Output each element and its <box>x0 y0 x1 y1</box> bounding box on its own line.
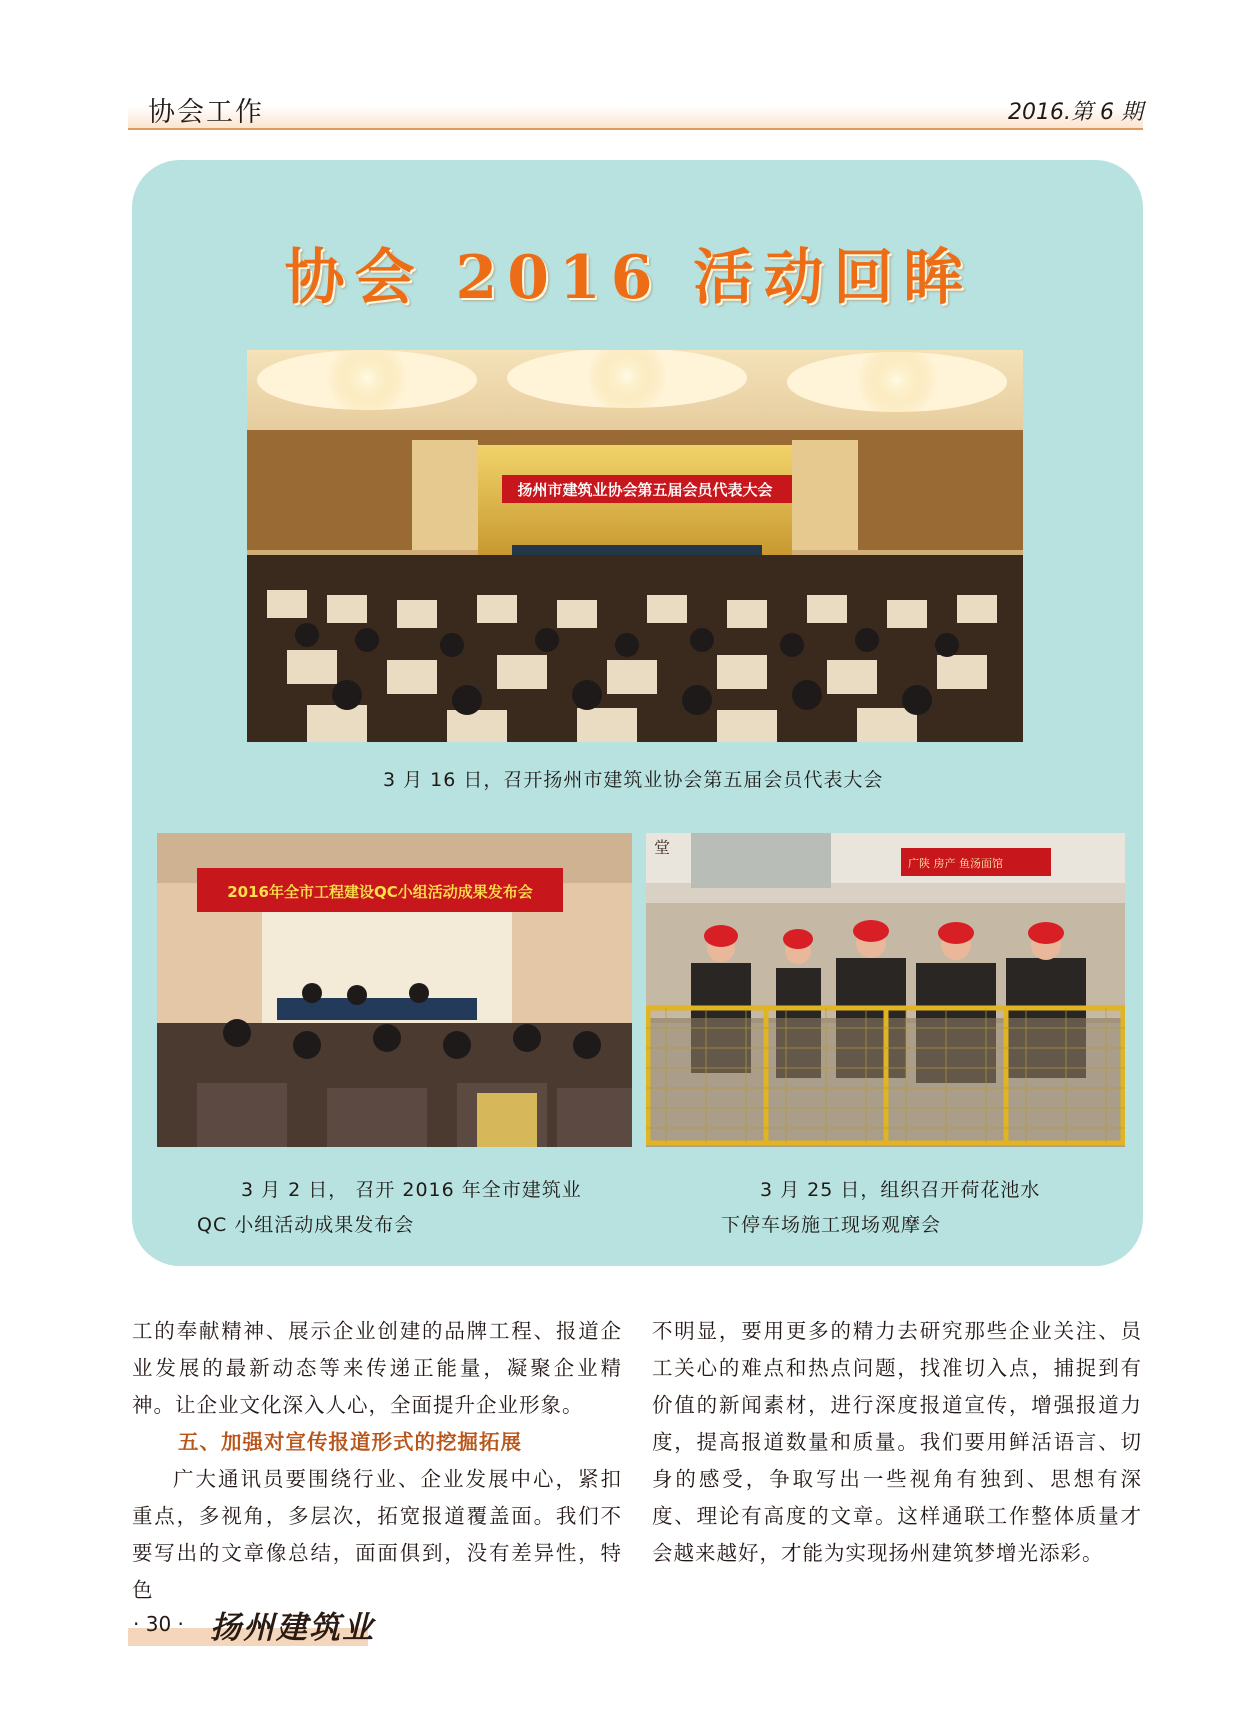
left-paragraph-1: 工的奉献精神、展示企业创建的品牌工程、报道企业发展的最新动态等来传递正能量，凝聚企业精神。让企业文化深入人心，全面提升企业形象。 <box>132 1319 622 1417</box>
caption-qc-line1: QC 小组活动成果发布会 <box>197 1214 415 1236</box>
magazine-logo: 扬州建筑业 <box>210 1610 375 1646</box>
caption-congress: 3 月 16 日，召开扬州市建筑业协会第五届会员代表大会 <box>383 769 884 791</box>
left-paragraph-2: 广大通讯员要围绕行业、企业发展中心，紧扣重点，多视角，多层次，拓宽报道覆盖面。我们不要写出的文章像总结，面面俱到，没有差异性，特色 <box>132 1467 622 1602</box>
header-band <box>128 106 1143 128</box>
page-number: · 30 · <box>133 1612 184 1636</box>
photo-congress <box>247 350 1023 742</box>
congress-banner-text: 扬州市建筑业协会第五届会员代表大会 <box>517 481 773 499</box>
right-column <box>652 1313 1142 1572</box>
site-sign-left: 堂 <box>654 838 671 857</box>
right-paragraph-1: 不明显，要用更多的精力去研究那些企业关注、员工关心的难点和热点问题，找准切入点，捕捉到有价值的新闻素材，进行深度报道宣传，增强报道力度，提高报道数量和质量。我们要用鲜活语言、切身的感受，争取写出一些视角有独到、思想有深度、理论有高度的文章。这样通联工作整体质量才会越来越好，才能为实现扬州建筑梦增光添彩。 <box>652 1319 1142 1565</box>
header-rule <box>128 128 1143 130</box>
left-column <box>132 1313 622 1609</box>
issue-number: 2016.第 6 期 <box>1008 100 1143 125</box>
qc-banner-text: 2016年全市工程建设QC小组活动成果发布会 <box>227 883 533 901</box>
site-sign-right: 广陕 房产 鱼汤面馆 <box>908 857 1003 870</box>
panel-title: 协会 2016 活动回眸 <box>284 243 974 313</box>
caption-qc-line0: 3 月 2 日， 召开 2016 年全市建筑业 <box>241 1179 582 1201</box>
photo-qc-meeting <box>157 833 632 1147</box>
caption-site-line0: 3 月 25 日，组织召开荷花池水 <box>760 1179 1041 1201</box>
photo-site-visit <box>646 833 1125 1147</box>
caption-site-line1: 下停车场施工现场观摩会 <box>721 1214 942 1236</box>
section-title: 协会工作 <box>148 97 264 128</box>
section-heading: 五、加强对宣传报道形式的挖掘拓展 <box>178 1430 522 1454</box>
